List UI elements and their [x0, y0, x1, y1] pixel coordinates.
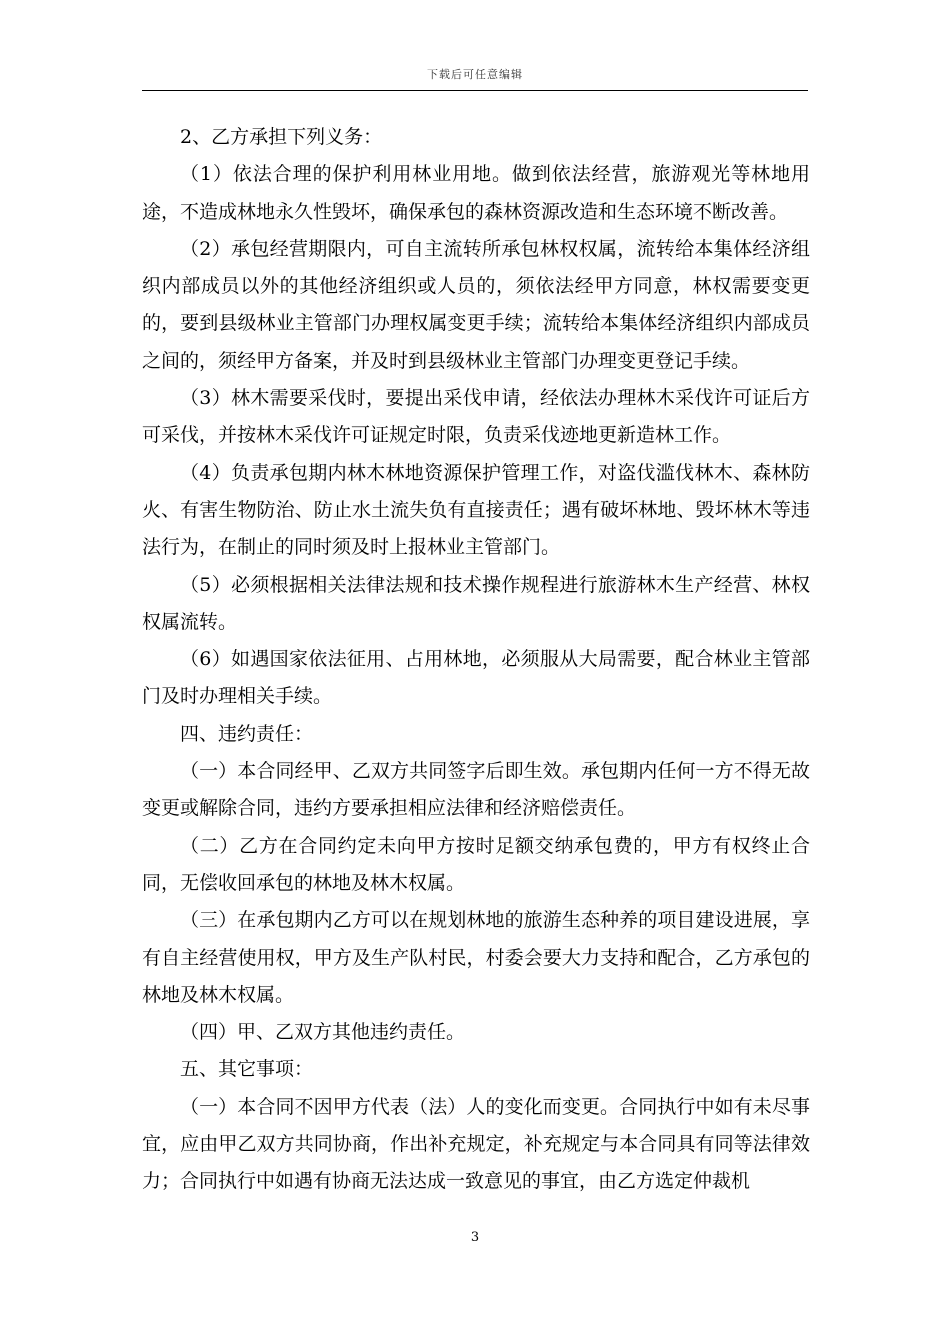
document-body [142, 119, 810, 1201]
paragraph: （1）依法合理的保护利用林业用地。做到依法经营，旅游观光等林地用途，不造成林地永久性毁坏，确保承包的森林资源改造和生态环境不断改善。 [142, 163, 810, 223]
paragraph: 2、乙方承担下列义务： [180, 126, 383, 148]
paragraph: （二）乙方在合同约定未向甲方按时足额交纳承包费的，甲方有权终止合同，无偿收回承包的林地及林木权属。 [142, 834, 810, 894]
paragraph: （4）负责承包期内林木林地资源保护管理工作，对盗伐滥伐林木、森林防火、有害生物防治、防止水土流失负有直接责任；遇有破坏林地、毁坏林木等违法行为，在制止的同时须及时上报林业主管部门。 [142, 461, 810, 559]
paragraph: （四）甲、乙双方其他违约责任。 [180, 1021, 466, 1044]
paragraph: （一）本合同不因甲方代表（法）人的变化而变更。合同执行中如有未尽事宜，应由甲乙双方共同协商，作出补充规定，补充规定与本合同具有同等法律效力；合同执行中如遇有协商无法达成一致意见的事宜，由乙方选定仲裁机 [142, 1095, 810, 1193]
paragraph: （一）本合同经甲、乙双方共同签字后即生效。承包期内任何一方不得无故变更或解除合同，违约方要承担相应法律和经济赔偿责任。 [142, 760, 810, 820]
paragraph: （6）如遇国家依法征用、占用林地，必须服从大局需要，配合林业主管部门及时办理相关手续。 [142, 648, 810, 708]
page-header: 下载后可任意编辑 [427, 68, 523, 81]
page-number: 3 [470, 1230, 480, 1245]
section-heading: 五、其它事项： [180, 1058, 314, 1081]
section-heading: 四、违约责任： [180, 722, 314, 745]
paragraph: （3）林木需要采伐时，要提出采伐申请，经依法办理林木采伐许可证后方可采伐，并按林木采伐许可证规定时限，负责采伐迹地更新造林工作。 [142, 387, 810, 447]
header-rule [142, 90, 808, 91]
paragraph: （三）在承包期内乙方可以在规划林地的旅游生态种养的项目建设进展，享有自主经营使用权，甲方及生产队村民，村委会要大力支持和配合，乙方承包的林地及林木权属。 [142, 909, 810, 1006]
paragraph: （2）承包经营期限内，可自主流转所承包林权权属，流转给本集体经济组织内部成员以外的其他经济组织或人员的，须依法经甲方同意，林权需要变更的，要到县级林业主管部门办理权属变更手续；流转给本集体经济组织内部成员之间的，须经甲方备案，并及时到县级林业主管部门办理变更登记手续。 [142, 237, 810, 372]
paragraph: （5）必须根据相关法律法规和技术操作规程进行旅游林木生产经营、林权权属流转。 [142, 573, 810, 633]
